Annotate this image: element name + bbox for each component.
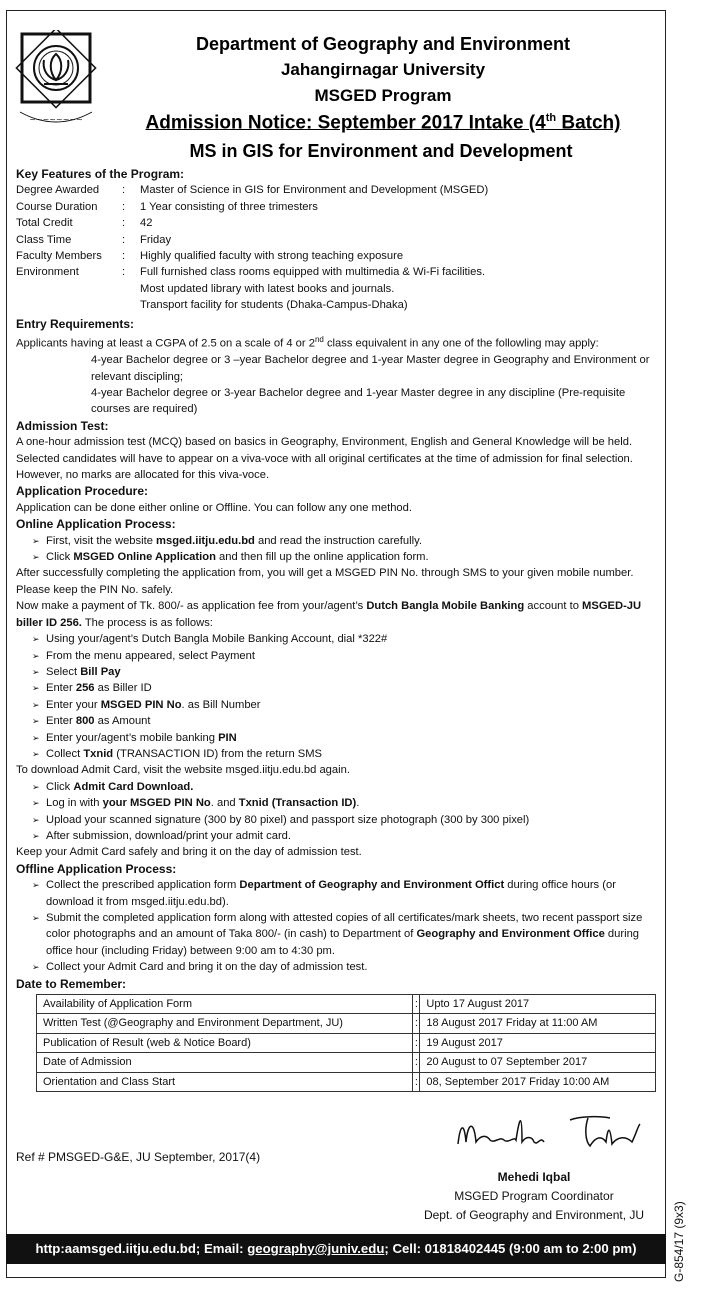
feature-row: Degree Awarded : Master of Science in GIS for Environment and Development (MSGED) xyxy=(16,184,489,197)
signatory-name: Mehedi Iqbal xyxy=(497,1170,571,1184)
list-item: ➢ Using your/agent’s Dutch Bangla Mobile Banking Account, dial *322# xyxy=(16,631,658,647)
admission-test-text: However, no marks are allocated for this viva-voce. xyxy=(16,469,270,482)
list-item: ➢ Collect the prescribed application form Department of Geography and Environment Offict during office hours (or download it from msged.iitju.edu.bd). xyxy=(16,877,658,910)
application-procedure-heading: Application Procedure: xyxy=(16,484,149,499)
list-item: ➢ Click MSGED Online Application and then fill up the online application form. xyxy=(16,549,658,565)
contact-footer: http:aamsged.iitju.edu.bd; Email: geography@juniv.edu; Cell: 01818402445 (9:00 am to 2:00 pm) xyxy=(6,1234,666,1264)
list-item: ➢ Select Bill Pay xyxy=(16,664,658,680)
feature-row: Total Credit : 42 xyxy=(16,217,153,230)
feature-row: Environment : Full furnished class rooms equipped with multimedia & Wi-Fi facilities. xyxy=(16,266,486,279)
arrow-bullet-icon: ➢ xyxy=(32,962,40,973)
entry-requirement-2: 4-year Bachelor degree or 3-year Bachelor degree and 1-year Master degree in any discipline (Pre-requisite courses are required) xyxy=(91,387,626,416)
entry-requirements-heading: Entry Requirements: xyxy=(16,316,135,331)
table-row: Availability of Application Form : Upto 17 August 2017 xyxy=(37,995,656,1014)
list-item: ➢ After submission, download/print your admit card. xyxy=(16,828,658,844)
list-item: ➢ Collect Txnid (TRANSACTION ID) from the return SMS xyxy=(16,746,658,762)
arrow-bullet-icon: ➢ xyxy=(32,716,40,727)
list-item: ➢ Submit the completed application form along with attested copies of all certificates/mark sheets, two recent passport size color photographs and an amount of Taka 800/- (in cash) to Department of Geography and Environment Office during office hour (including Friday) between 9:00 am to 4:30 pm. xyxy=(16,910,658,959)
admission-test-text: Selected candidates will have to appear on a viva-voce with all original certificates at the time of admission for final selection. xyxy=(16,452,633,465)
email-link[interactable]: geography@juniv.edu xyxy=(247,1241,385,1256)
table-row: Orientation and Class Start : 08, September 2017 Friday 10:00 AM xyxy=(37,1072,656,1091)
arrow-bullet-icon: ➢ xyxy=(32,666,40,677)
arrow-bullet-icon: ➢ xyxy=(32,732,40,743)
signatory-block xyxy=(414,1168,654,1225)
arrow-bullet-icon: ➢ xyxy=(32,781,40,792)
arrow-bullet-icon: ➢ xyxy=(32,650,40,661)
publication-code: G-854/17 (9x3) xyxy=(672,1201,686,1282)
offline-process-heading: Offline Application Process: xyxy=(16,861,177,876)
arrow-bullet-icon: ➢ xyxy=(32,683,40,694)
handwritten-signature xyxy=(450,1106,650,1156)
university-seal-logo xyxy=(14,30,98,134)
feature-row: Faculty Members : Highly qualified faculty with strong teaching exposure xyxy=(16,250,404,263)
arrow-bullet-icon: ➢ xyxy=(32,798,40,809)
environment-extra: Most updated library with latest books and journals. xyxy=(140,282,395,295)
list-item: ➢ First, visit the website msged.iitju.edu.bd and read the instruction carefully. xyxy=(16,533,658,549)
department-title: Department of Geography and Environment xyxy=(195,34,571,54)
admission-test-heading: Admission Test: xyxy=(16,418,109,433)
key-features-heading: Key Features of the Program: xyxy=(16,167,185,181)
admit-card-info-text: To download Admit Card, visit the website msged.iitju.edu.bd again. xyxy=(16,764,350,777)
list-item: ➢ Enter 256 as Biller ID xyxy=(16,680,658,696)
arrow-bullet-icon: ➢ xyxy=(32,880,40,891)
list-item: ➢ Upload your scanned signature (300 by 80 pixel) and passport size photograph (300 by 300 pixel) xyxy=(16,812,658,828)
online-process-heading: Online Application Process: xyxy=(16,517,176,532)
arrow-bullet-icon: ➢ xyxy=(32,535,40,546)
feature-row: Class Time : Friday xyxy=(16,233,172,246)
list-item: ➢ Click Admit Card Download. xyxy=(16,779,658,795)
dates-heading: Date to Remember: xyxy=(16,976,127,991)
arrow-bullet-icon: ➢ xyxy=(32,634,40,645)
reference-number: Ref # PMSGED-G&E, JU September, 2017(4) xyxy=(16,1150,261,1164)
arrow-bullet-icon: ➢ xyxy=(32,814,40,825)
arrow-bullet-icon: ➢ xyxy=(32,913,40,924)
environment-extra: Transport facility for students (Dhaka-Campus-Dhaka) xyxy=(140,299,408,312)
table-row: Date of Admission : 20 August to 07 September 2017 xyxy=(37,1053,656,1072)
list-item: ➢ Log in with your MSGED PIN No. and Txnid (Transaction ID). xyxy=(16,795,658,811)
arrow-bullet-icon: ➢ xyxy=(32,699,40,710)
list-item: ➢ Collect your Admit Card and bring it on the day of admission test. xyxy=(16,959,658,975)
signatory-title: MSGED Program Coordinator xyxy=(454,1189,614,1203)
pin-info-text: After successfully completing the application from, you will get a MSGED PIN No. through SMS to your given mobile number. Please keep the PIN No. safely. xyxy=(16,567,634,596)
table-row: Publication of Result (web & Notice Board) : 19 August 2017 xyxy=(37,1033,656,1052)
payment-info-text: Now make a payment of Tk. 800/- as application fee from your/agent’s Dutch Bangla Mobile Banking account to MSGED-JU biller ID 256. The process is as follows: xyxy=(16,600,642,629)
application-procedure-text: Application can be done either online or Offline. You can follow any one method. xyxy=(16,501,412,514)
admission-test-text: A one-hour admission test (MCQ) based on basics in Geography, Environment, English and General Knowledge will be held. xyxy=(16,436,633,449)
degree-title: MS in GIS for Environment and Development xyxy=(189,141,573,161)
arrow-bullet-icon: ➢ xyxy=(32,830,40,841)
keep-admit-card-text: Keep your Admit Card safely and bring it on the day of admission test. xyxy=(16,846,362,859)
svg-text:~~~~~~~~: ~~~~~~~~ xyxy=(29,115,83,124)
university-title: Jahangirnagar University xyxy=(280,60,486,79)
notice-body xyxy=(16,166,658,1092)
arrow-bullet-icon: ➢ xyxy=(32,552,40,563)
entry-requirement-1: 4-year Bachelor degree or 3 –year Bachelor degree and 1-year Master degree in Geography and Environment or relevant discipling; xyxy=(91,354,650,383)
entry-intro: Applicants having at least a CGPA of 2.5 on a scale of 4 or 2nd class equivalent in any one of the followling may apply: xyxy=(16,335,599,350)
list-item: ➢ Enter 800 as Amount xyxy=(16,713,658,729)
list-item: ➢ From the menu appeared, select Payment xyxy=(16,648,658,664)
arrow-bullet-icon: ➢ xyxy=(32,748,40,759)
dates-table xyxy=(36,994,656,1092)
admission-notice-title: Admission Notice: September 2017 Intake (4th Batch) xyxy=(145,112,621,134)
program-title: MSGED Program xyxy=(314,86,452,105)
feature-row: Course Duration : 1 Year consisting of three trimesters xyxy=(16,200,318,213)
list-item: ➢ Enter your/agent’s mobile banking PIN xyxy=(16,730,658,746)
signatory-dept: Dept. of Geography and Environment, JU xyxy=(423,1208,645,1222)
table-row: Written Test (@Geography and Environment Department, JU) : 18 August 2017 Friday at 11:00 AM xyxy=(37,1014,656,1033)
list-item: ➢ Enter your MSGED PIN No. as Bill Number xyxy=(16,697,658,713)
